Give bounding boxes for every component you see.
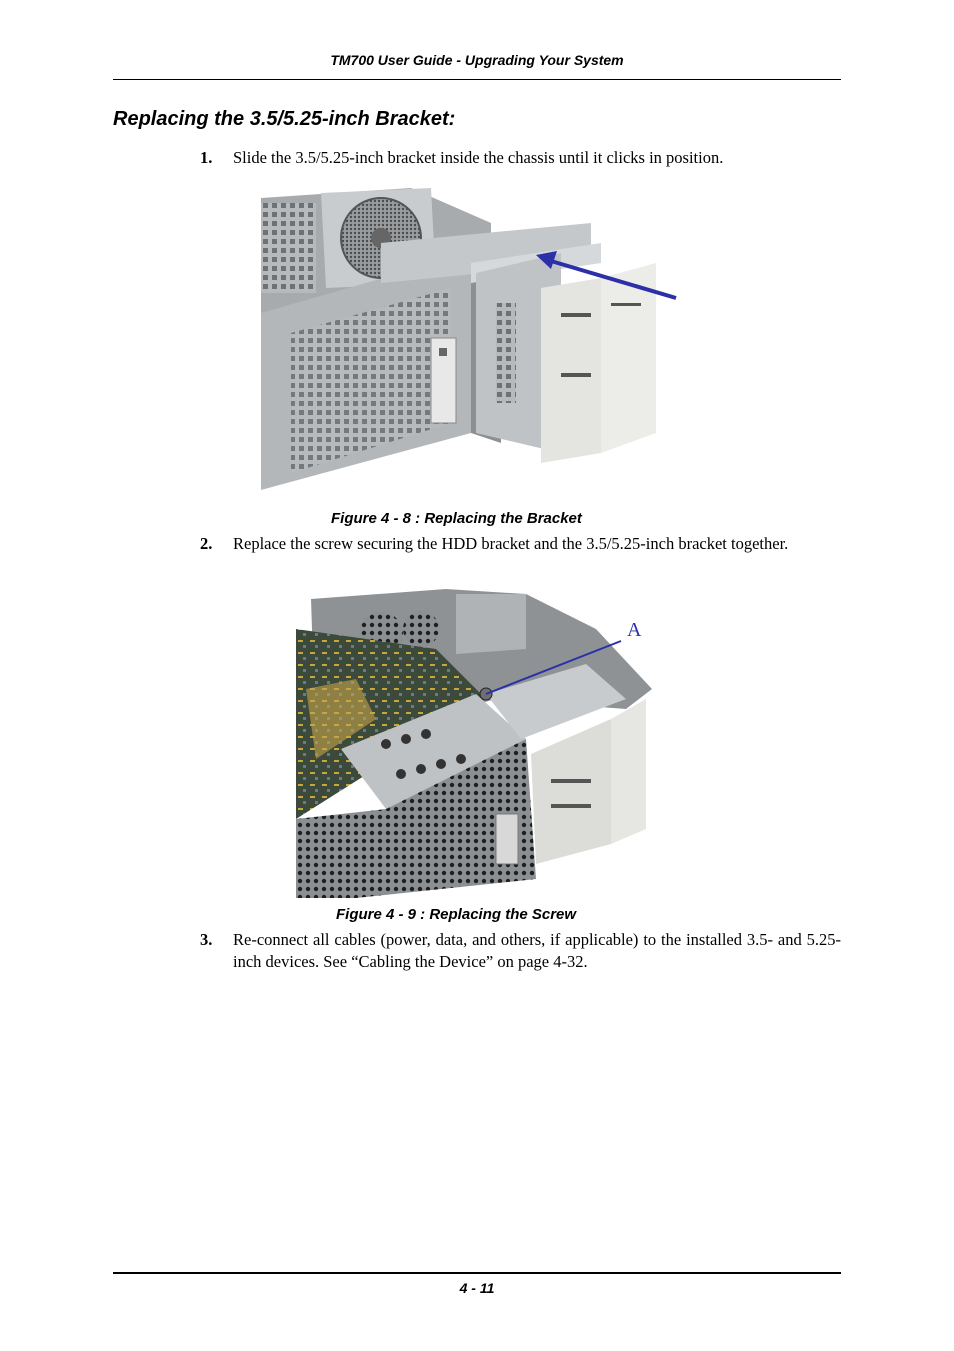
page-number: 4 - 11 (459, 1280, 495, 1296)
step-1 (200, 147, 841, 169)
figure-replacing-bracket (261, 183, 681, 490)
section-heading: Replacing the 3.5/5.25-inch Bracket: (113, 108, 456, 130)
callout-label-a: A (627, 619, 642, 641)
bracket-photo-illustration (261, 183, 681, 490)
footer-rule (113, 1272, 841, 1274)
step-text: Replace the screw securing the HDD bracket and the 3.5/5.25-inch bracket together. (233, 534, 789, 553)
figure-caption-4-9: Figure 4 - 9 : Replacing the Screw (336, 906, 577, 923)
step-number: 1. (200, 148, 213, 167)
figure-caption-4-8: Figure 4 - 8 : Replacing the Bracket (331, 510, 582, 527)
screw-photo-illustration (296, 589, 652, 898)
step-3 (200, 929, 841, 973)
running-header: TM700 User Guide - Upgrading Your System (330, 52, 624, 68)
step-number: 3. (200, 930, 213, 949)
step-number: 2. (200, 534, 213, 553)
step-2 (200, 533, 841, 555)
step-text: Slide the 3.5/5.25-inch bracket inside the chassis until it clicks in position. (233, 148, 724, 167)
header-rule (113, 79, 841, 80)
figure-replacing-screw (296, 589, 652, 898)
step-text: Re-connect all cables (power, data, and others, if applicable) to the installed 3.5- and 5.25-inch devices. See “Cabling the Device” on page 4-32. (233, 930, 841, 971)
